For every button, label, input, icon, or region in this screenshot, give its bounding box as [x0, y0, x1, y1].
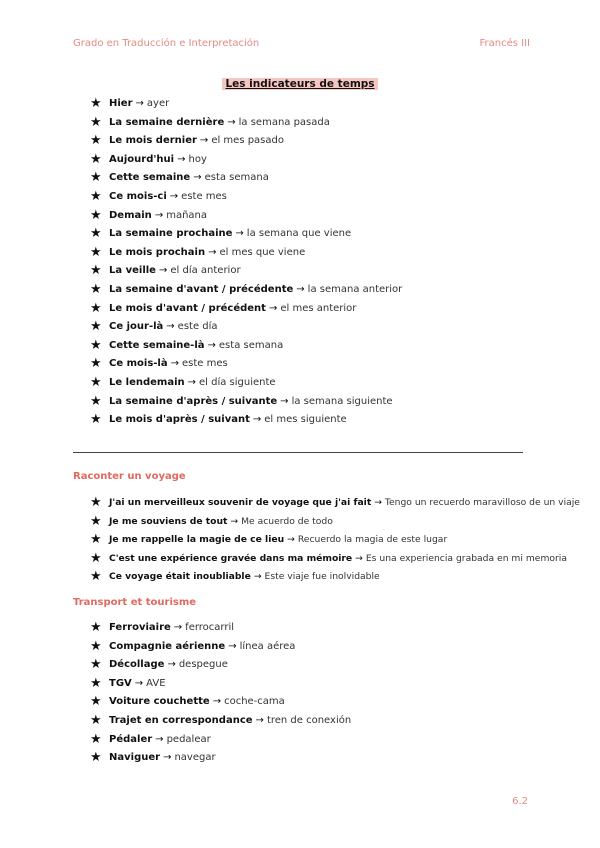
translation-spanish: el día siguiente — [199, 376, 276, 388]
translation-spanish: Tengo un recuerdo maravilloso de un viaje — [384, 497, 580, 508]
translation-spanish: el mes pasado — [211, 135, 284, 147]
arrow-right-icon: → — [230, 515, 239, 527]
list-item — [90, 693, 351, 712]
list-item — [90, 494, 580, 513]
translation-spanish: despegue — [178, 659, 228, 671]
list-item — [90, 656, 351, 675]
translation-spanish: este mes — [182, 358, 228, 370]
arrow-right-icon: → — [199, 135, 209, 147]
term-french: Ce jour-là — [109, 321, 164, 333]
translation-spanish: navegar — [174, 752, 216, 764]
star-icon: ★ — [90, 731, 102, 747]
term-french: Voiture couchette — [109, 696, 210, 708]
arrow-right-icon: → — [374, 497, 382, 508]
list-item — [90, 513, 580, 532]
term-french: La semaine dernière — [109, 116, 225, 128]
title-wrapper — [0, 72, 600, 91]
section-divider — [73, 452, 523, 453]
star-icon: ★ — [90, 207, 102, 223]
translation-spanish: mañana — [166, 209, 208, 221]
list-item — [90, 300, 402, 319]
star-icon: ★ — [90, 495, 102, 510]
star-icon: ★ — [90, 694, 102, 710]
translation-spanish: la semana siguiente — [291, 395, 393, 407]
term-french: Naviguer — [109, 752, 161, 764]
translation-spanish: el mes anterior — [280, 302, 357, 314]
star-icon: ★ — [90, 675, 102, 691]
list-item — [90, 374, 402, 393]
star-icon: ★ — [90, 133, 102, 149]
star-icon: ★ — [90, 569, 102, 585]
arrow-right-icon: → — [173, 622, 183, 633]
star-icon: ★ — [90, 620, 102, 635]
arrow-right-icon: → — [135, 98, 144, 109]
translation-spanish: Me acuerdo de todo — [241, 515, 333, 527]
list-item — [90, 318, 402, 337]
star-icon: ★ — [90, 114, 102, 130]
term-french: Cette semaine-là — [109, 339, 205, 351]
star-icon: ★ — [90, 170, 102, 186]
translation-spanish: el día anterior — [170, 265, 241, 277]
translation-spanish: ayer — [146, 98, 170, 109]
header-subject: Francés III — [479, 38, 530, 49]
star-icon: ★ — [90, 412, 102, 428]
term-french: J'ai un merveilleux souvenir de voyage que j'ai fait — [109, 497, 372, 508]
translation-spanish: el mes que viene — [219, 246, 306, 258]
arrow-right-icon: → — [154, 209, 164, 221]
term-french: Ce voyage était inoubliable — [109, 571, 251, 583]
star-icon: ★ — [90, 657, 102, 673]
term-french: TGV — [109, 677, 132, 689]
time-indicators-list — [90, 95, 402, 430]
term-french: Décollage — [109, 659, 165, 671]
arrow-right-icon: → — [208, 246, 217, 258]
star-icon: ★ — [90, 263, 102, 279]
arrow-right-icon: → — [155, 733, 164, 745]
term-french: Hier — [109, 98, 133, 109]
term-french: Le lendemain — [109, 376, 185, 388]
star-icon: ★ — [90, 532, 102, 548]
star-icon: ★ — [90, 226, 102, 242]
star-icon: ★ — [90, 513, 102, 529]
star-icon: ★ — [90, 374, 102, 390]
list-item — [90, 132, 402, 151]
translation-spanish: esta semana — [218, 339, 284, 351]
arrow-right-icon: → — [177, 153, 186, 165]
header-course: Grado en Traducción e Interpretación — [73, 38, 260, 49]
list-item — [90, 411, 402, 430]
section-heading-transport: Transport et tourisme — [73, 597, 197, 608]
star-icon: ★ — [90, 300, 102, 316]
term-french: Aujourd'hui — [109, 153, 175, 165]
star-icon: ★ — [90, 188, 102, 204]
arrow-right-icon: → — [280, 395, 289, 407]
term-french: Le mois d'avant / précédent — [109, 302, 266, 314]
list-item — [90, 95, 402, 114]
star-icon: ★ — [90, 281, 102, 297]
list-item — [90, 114, 402, 133]
list-item — [90, 749, 351, 768]
term-french: C'est une expérience gravée dans ma mémoire — [109, 552, 353, 564]
page-title: Les indicateurs de temps — [222, 78, 377, 90]
translation-spanish: la semana anterior — [307, 283, 403, 295]
term-french: Compagnie aérienne — [109, 640, 226, 652]
translation-spanish: Recuerdo la magia de este lugar — [297, 534, 448, 546]
arrow-right-icon: → — [287, 534, 295, 546]
arrow-right-icon: → — [252, 414, 262, 426]
star-icon: ★ — [90, 96, 102, 111]
list-item — [90, 712, 351, 731]
translation-spanish: hoy — [188, 153, 207, 165]
arrow-right-icon: → — [134, 677, 144, 689]
page-number: 6.2 — [512, 796, 528, 807]
list-item — [90, 244, 402, 263]
star-icon: ★ — [90, 337, 102, 353]
section-heading-voyage: Raconter un voyage — [73, 471, 186, 482]
arrow-right-icon: → — [227, 116, 236, 128]
arrow-right-icon: → — [167, 659, 176, 671]
arrow-right-icon: → — [355, 552, 363, 564]
translation-spanish: este mes — [181, 190, 227, 202]
translation-spanish: coche-cama — [224, 696, 285, 708]
arrow-right-icon: → — [169, 190, 179, 202]
term-french: Ce mois-là — [109, 358, 168, 370]
term-french: La semaine d'après / suivante — [109, 395, 278, 407]
translation-spanish: la semana que viene — [246, 228, 352, 240]
arrow-right-icon: → — [158, 265, 168, 277]
term-french: La veille — [109, 265, 156, 277]
star-icon: ★ — [90, 750, 102, 766]
list-item — [90, 225, 402, 244]
arrow-right-icon: → — [228, 640, 237, 652]
translation-spanish: la semana pasada — [238, 116, 330, 128]
star-icon: ★ — [90, 638, 102, 654]
arrow-right-icon: → — [212, 696, 222, 708]
list-item — [90, 568, 580, 587]
arrow-right-icon: → — [253, 571, 262, 583]
translation-spanish: Es una experiencia grabada en mi memoria — [365, 552, 567, 564]
list-item — [90, 531, 580, 550]
translation-spanish: tren de conexión — [266, 714, 352, 726]
arrow-right-icon: → — [170, 358, 179, 370]
term-french: Ce mois-ci — [109, 190, 167, 202]
list-item — [90, 188, 402, 207]
translation-spanish: AVE — [146, 677, 166, 689]
list-item — [90, 262, 402, 281]
list-item — [90, 675, 351, 694]
list-item — [90, 169, 402, 188]
list-item — [90, 638, 351, 657]
term-french: Le mois dernier — [109, 135, 197, 147]
list-item — [90, 281, 402, 300]
term-french: Pédaler — [109, 733, 153, 745]
translation-spanish: el mes siguiente — [264, 414, 347, 426]
list-item — [90, 393, 402, 412]
arrow-right-icon: → — [166, 321, 175, 333]
star-icon: ★ — [90, 244, 102, 260]
voyage-phrases-list — [90, 494, 580, 587]
arrow-right-icon: → — [163, 752, 172, 764]
term-french: Je me rappelle la magie de ce lieu — [109, 534, 285, 546]
term-french: Le mois prochain — [109, 246, 206, 258]
list-item — [90, 207, 402, 226]
list-item — [90, 619, 351, 638]
star-icon: ★ — [90, 550, 102, 566]
list-item — [90, 550, 580, 569]
translation-spanish: pedalear — [166, 733, 211, 745]
arrow-right-icon: → — [235, 228, 244, 240]
star-icon: ★ — [90, 151, 102, 167]
star-icon: ★ — [90, 356, 102, 372]
translation-spanish: este día — [177, 321, 218, 333]
list-item — [90, 731, 351, 750]
arrow-right-icon: → — [296, 283, 305, 295]
term-french: Demain — [109, 209, 152, 221]
term-french: Le mois d'après / suivant — [109, 414, 250, 426]
term-french: Trajet en correspondance — [109, 714, 253, 726]
translation-spanish: esta semana — [204, 172, 269, 184]
translation-spanish: línea aérea — [239, 640, 296, 652]
list-item — [90, 151, 402, 170]
translation-spanish: ferrocarril — [185, 622, 235, 633]
arrow-right-icon: → — [207, 339, 216, 351]
term-french: Ferroviaire — [109, 622, 171, 633]
arrow-right-icon: → — [193, 172, 202, 184]
transport-vocab-list — [90, 619, 351, 768]
term-french: La semaine d'avant / précédente — [109, 283, 294, 295]
arrow-right-icon: → — [187, 376, 197, 388]
translation-spanish: Este viaje fue inolvidable — [264, 571, 380, 583]
term-french: Je me souviens de tout — [109, 515, 228, 527]
list-item — [90, 337, 402, 356]
star-icon: ★ — [90, 393, 102, 409]
star-icon: ★ — [90, 319, 102, 335]
term-french: Cette semaine — [109, 172, 191, 184]
star-icon: ★ — [90, 712, 102, 728]
list-item — [90, 355, 402, 374]
arrow-right-icon: → — [255, 714, 264, 726]
arrow-right-icon: → — [268, 302, 278, 314]
term-french: La semaine prochaine — [109, 228, 233, 240]
